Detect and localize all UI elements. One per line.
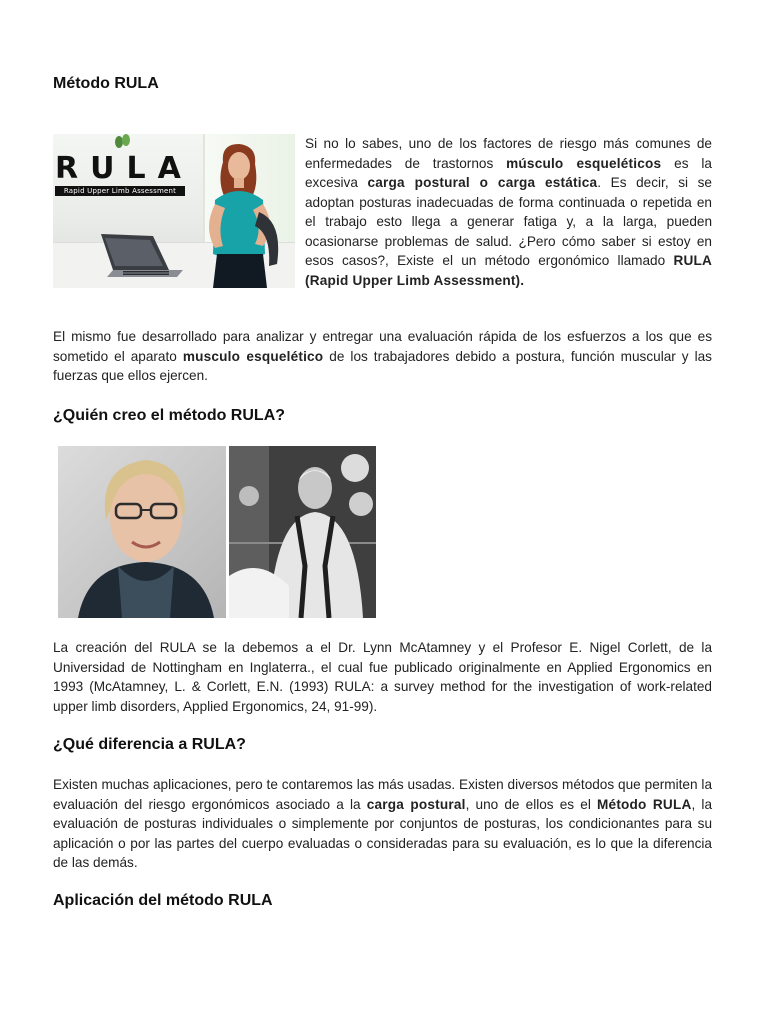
heading-application: Aplicación del método RULA	[53, 892, 273, 909]
photo-lynn-mcatamney	[58, 446, 226, 618]
paragraph-creators: La creación del RULA se la debemos a el Dr. Lynn McAtamney y el Profesor E. Nigel Corlett, de la Universidad de Nottingham en Inglaterra., el cual fue publicado originalmente en Applied Ergonomics en 1993 (McAtamney, L. & Corlett, E.N. (1993) RULA: a survey method for the investigation of work-related upper limb disorders, Applied Ergonomics, 24, 91-99).	[53, 640, 712, 714]
heading-difference: ¿Qué diferencia a RULA?	[53, 736, 246, 753]
laptop-icon	[93, 230, 183, 278]
paragraph-difference: Existen muchas aplicaciones, pero te contaremos las más usadas. Existen diversos métodos que permiten la evaluación del riesgo ergonómicos asociado a la carga postural, uno de ellos es el Método RULA, la evaluación de posturas individuales o simplemente por conjuntos de posturas, los condicionantes para su aplicación o por las partes del cuerpo evaluadas o consideradas para su evaluación, es lo que la diferencia de las demás.	[53, 777, 713, 870]
paragraph-origin: El mismo fue desarrollado para analizar y entregar una evaluación rápida de los esfuerzos a los que es sometido el aparato musculo esquelético de los trabajadores debido a postura, función muscular y las fuerzas que ellos ejercen.	[53, 329, 712, 383]
page-title: Método RULA	[53, 75, 159, 92]
photo-nigel-corlett	[229, 446, 376, 618]
creators-photos	[58, 446, 376, 618]
rula-logo-title: RULA	[55, 151, 193, 186]
rula-logo-subtitle: Rapid Upper Limb Assessment	[55, 186, 185, 196]
heading-who-created: ¿Quién creo el método RULA?	[53, 407, 286, 424]
plant-icon	[113, 134, 133, 148]
intro-paragraph: RULA Rapid Upper Limb Assessment Si no lo sabes, uno de los factores de riesgo más comunes de enfermedades de trastornos músculo esqueléticos es la excesiva carga postural o carga estática. Es decir, si se adoptan posturas inadecuadas de forma continuada o repetida en el trabajo esto llega a generar fatiga y, a la larga, pueden ocasionarse problemas de salud. ¿Pero cómo saber si estoy en esos casos?, Existe el un método ergonómico llamado RULA (Rapid Upper Limb Assessment).	[55, 136, 712, 288]
rula-illustration	[53, 134, 295, 288]
woman-at-desk-figure	[193, 142, 283, 288]
